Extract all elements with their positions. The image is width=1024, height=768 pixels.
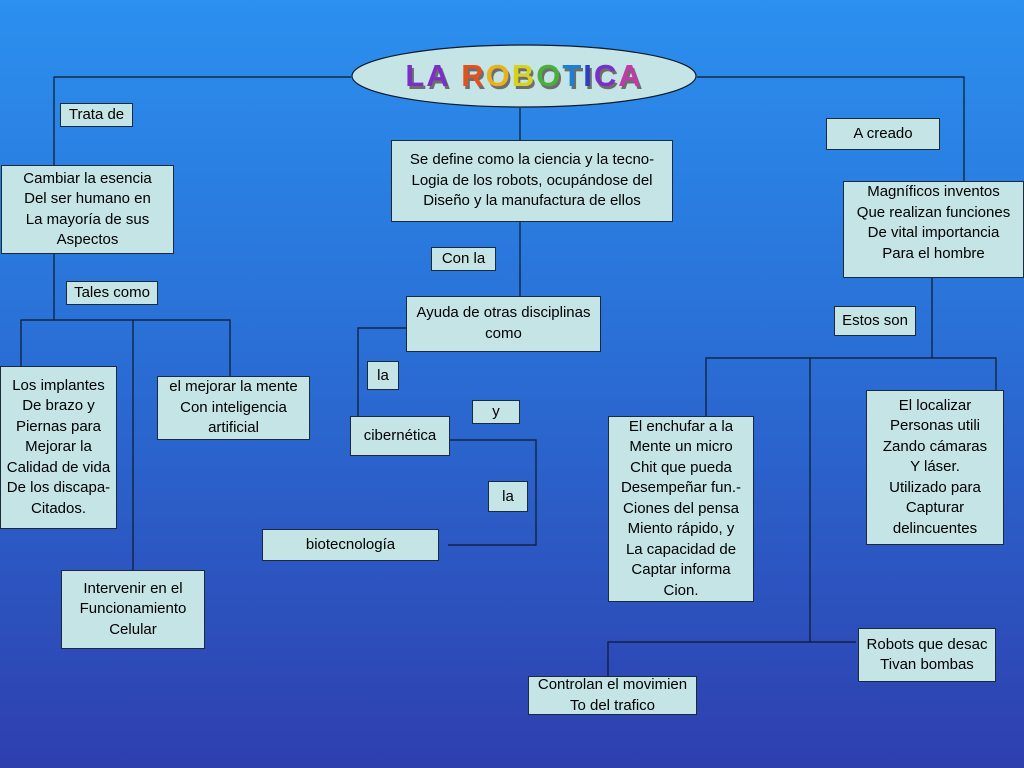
- box-definicion: Se define como la ciencia y la tecno- Logia de los robots, ocupándose del Diseño y la manufactura de ellos: [391, 140, 673, 222]
- box-robots-bombas: Robots que desac Tivan bombas: [858, 628, 996, 682]
- title-letter: B: [511, 58, 537, 93]
- title-letter: O: [485, 58, 512, 93]
- box-magnificos-inventos: Magníficos inventos Que realizan funciones De vital importancia Para el hombre: [843, 181, 1024, 278]
- title-letter: A: [426, 58, 451, 93]
- title-letter: I: [583, 58, 594, 93]
- box-ayuda-disciplinas: Ayuda de otras disciplinas como: [406, 296, 601, 352]
- box-enchufar-mente: El enchufar a la Mente un micro Chit que pueda Desempeñar fun.- Ciones del pensa Miento rápido, y La capacidad de Captar informa Cion.: [608, 416, 754, 602]
- title-letter: [451, 58, 462, 93]
- page-title: [351, 58, 697, 94]
- box-cambiar-esencia: Cambiar la esencia Del ser humano en La mayoría de sus Aspectos: [1, 165, 174, 254]
- label-y: y: [472, 400, 520, 424]
- title-letter: R: [461, 58, 486, 93]
- title-letter: L: [405, 58, 427, 93]
- title-letter: C: [593, 58, 619, 93]
- box-localizar-personas: El localizar Personas utili Zando cámaras Y láser. Utilizado para Capturar delincuentes: [866, 390, 1004, 545]
- box-controlan-trafico: Controlan el movimien To del trafico: [528, 676, 697, 715]
- box-cibernetica: cibernética: [350, 416, 450, 456]
- box-intervenir-celular: Intervenir en el Funcionamiento Celular: [61, 570, 205, 649]
- label-la-2: la: [488, 481, 528, 512]
- label-la-1: la: [367, 361, 399, 390]
- box-implantes: Los implantes De brazo y Piernas para Mejorar la Calidad de vida De los discapa- Citados.: [0, 366, 117, 529]
- label-a-creado: A creado: [826, 118, 940, 150]
- box-biotecnologia: biotecnología: [262, 529, 439, 561]
- label-con-la: Con la: [431, 247, 496, 271]
- title-letter: O: [536, 58, 563, 93]
- label-trata-de: Trata de: [60, 103, 133, 127]
- title-letter: T: [562, 58, 584, 93]
- label-tales-como: Tales como: [66, 281, 158, 305]
- box-mejorar-mente: el mejorar la mente Con inteligencia artificial: [157, 376, 310, 440]
- label-estos-son: Estos son: [834, 306, 916, 336]
- title-letter: A: [618, 58, 643, 93]
